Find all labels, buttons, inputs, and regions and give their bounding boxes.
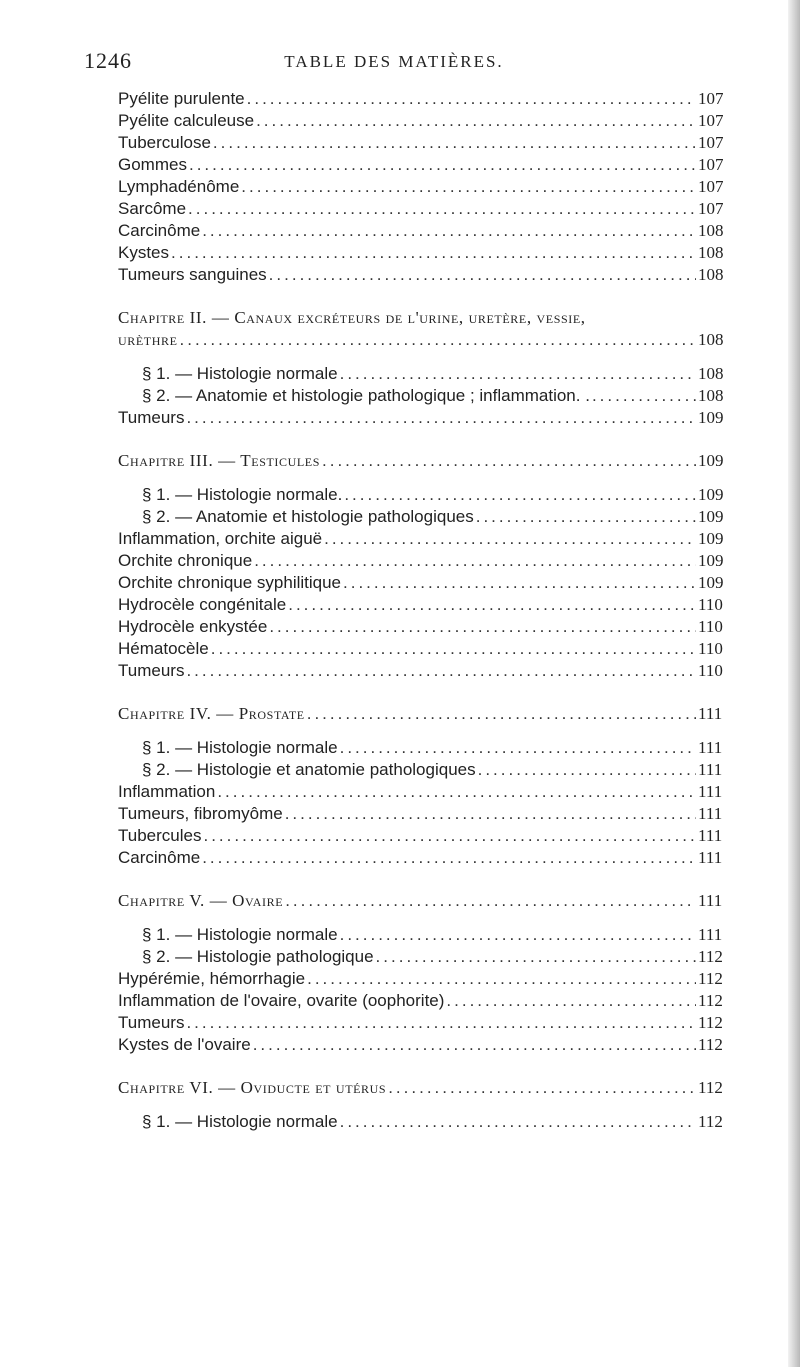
dot-leader xyxy=(307,968,696,990)
toc-page-number: 111 xyxy=(698,891,723,910)
page-header xyxy=(84,48,704,78)
toc-entry-text: Kystes xyxy=(118,243,170,262)
toc-entry-text: Pyélite purulente xyxy=(118,89,245,108)
toc-section xyxy=(118,385,736,407)
toc-page-number: 111 xyxy=(698,804,723,823)
toc-entry-text: Tumeurs sanguines xyxy=(118,265,267,284)
toc-item xyxy=(118,968,736,990)
dot-leader xyxy=(180,329,696,351)
toc-page-number: 111 xyxy=(698,704,723,723)
dot-leader xyxy=(188,198,696,220)
toc-page-number: 111 xyxy=(698,848,723,867)
dot-leader xyxy=(288,594,696,616)
toc-entry-text: § 2. — Histologie et anatomie pathologiques xyxy=(142,760,476,779)
toc-item xyxy=(118,242,736,264)
toc-item xyxy=(118,528,736,550)
toc-page-number: 109 xyxy=(698,451,724,470)
dot-leader xyxy=(476,506,696,528)
toc-page-number: 110 xyxy=(698,617,723,636)
toc-page-number: 108 xyxy=(698,330,724,349)
toc-page-number: 107 xyxy=(698,111,724,130)
dot-leader xyxy=(186,1012,696,1034)
toc-item xyxy=(118,660,736,682)
dot-leader xyxy=(211,638,696,660)
toc-section xyxy=(118,759,736,781)
toc-entry-text: § 2. — Histologie pathologique xyxy=(142,947,374,966)
toc-item xyxy=(118,407,736,429)
dot-leader xyxy=(241,176,696,198)
toc-page-number: 109 xyxy=(698,573,724,592)
toc-entry-text: § 1. — Histologie normale xyxy=(142,738,338,757)
toc-item xyxy=(118,594,736,616)
dot-leader xyxy=(186,660,696,682)
toc-item xyxy=(118,616,736,638)
dot-leader xyxy=(202,847,696,869)
toc-section xyxy=(118,1111,736,1133)
dot-leader xyxy=(478,759,696,781)
toc-page-number: 111 xyxy=(698,782,723,801)
dot-leader xyxy=(307,703,696,725)
toc-chapter xyxy=(118,703,736,725)
dot-leader xyxy=(247,88,696,110)
toc-chapter xyxy=(118,307,736,329)
toc-item xyxy=(118,220,736,242)
toc-entry-text: Chapitre V. — Ovaire xyxy=(118,891,284,910)
toc-page-number: 109 xyxy=(698,507,724,526)
toc-chapter-continuation xyxy=(118,329,736,351)
toc-item xyxy=(118,781,736,803)
dot-leader xyxy=(186,407,696,429)
dot-leader xyxy=(269,616,696,638)
dot-leader xyxy=(189,154,696,176)
dot-leader xyxy=(592,385,696,407)
toc-section xyxy=(118,363,736,385)
toc-page-number: 112 xyxy=(698,1078,723,1097)
toc-entry-text: Inflammation xyxy=(118,782,216,801)
toc-entry-text: Hydrocèle congénitale xyxy=(118,595,287,614)
page-number: 1246 xyxy=(84,48,132,73)
toc-entry-text: Sarcôme xyxy=(118,199,187,218)
toc-entry-text: Tubercules xyxy=(118,826,202,845)
toc-entry-text: Gommes xyxy=(118,155,187,174)
dot-leader xyxy=(344,484,696,506)
toc-item xyxy=(118,198,736,220)
toc-item xyxy=(118,550,736,572)
toc-entry-text: Hydrocèle enkystée xyxy=(118,617,268,636)
toc-page-number: 107 xyxy=(698,133,724,152)
toc-item xyxy=(118,110,736,132)
dot-leader xyxy=(285,803,696,825)
toc-page-number: 111 xyxy=(698,738,723,757)
toc-page-number: 108 xyxy=(698,364,724,383)
toc-entry-text: Lymphadénôme xyxy=(118,177,240,196)
toc-page-number: 111 xyxy=(698,925,723,944)
toc-item xyxy=(118,88,736,110)
dot-leader xyxy=(340,363,696,385)
toc-page-number: 110 xyxy=(698,661,723,680)
toc-page-number: 112 xyxy=(698,1112,723,1131)
toc-entry-text: § 1. — Histologie normale xyxy=(142,925,338,944)
toc-entry-text: urèthre xyxy=(118,330,178,349)
toc-page-number: 112 xyxy=(698,969,723,988)
toc-item xyxy=(118,847,736,869)
toc-item xyxy=(118,176,736,198)
toc-page-number: 108 xyxy=(698,221,724,240)
dot-leader xyxy=(213,132,696,154)
dot-leader xyxy=(217,781,696,803)
dot-leader xyxy=(324,528,696,550)
dot-leader xyxy=(171,242,696,264)
toc-entry-text: § 1. — Histologie normale xyxy=(142,1112,338,1131)
toc-entry-text: Orchite chronique syphilitique xyxy=(118,573,342,592)
toc-page-number: 108 xyxy=(698,386,724,405)
dot-leader xyxy=(285,890,696,912)
toc-chapter xyxy=(118,450,736,472)
toc-entry-text: Hypérémie, hémorrhagie xyxy=(118,969,306,988)
toc-entry-text: Pyélite calculeuse xyxy=(118,111,255,130)
toc-entry-text: Carcinôme xyxy=(118,221,201,240)
dot-leader xyxy=(253,1034,696,1056)
toc-page-number: 108 xyxy=(698,265,724,284)
toc-section xyxy=(118,924,736,946)
toc-item xyxy=(118,1034,736,1056)
dot-leader xyxy=(269,264,696,286)
toc-page-number: 108 xyxy=(698,243,724,262)
toc-entry-text: § 2. — Anatomie et histologie pathologique ; inflammation. . xyxy=(142,386,590,405)
dot-leader xyxy=(340,737,696,759)
toc-entry-text: Tumeurs xyxy=(118,408,185,427)
toc-item xyxy=(118,638,736,660)
dot-leader xyxy=(256,110,696,132)
toc-entry-text: Chapitre III. — Testicules xyxy=(118,451,320,470)
toc-item xyxy=(118,825,736,847)
toc-page-number: 109 xyxy=(698,529,724,548)
toc-section xyxy=(118,506,736,528)
toc-entry-text: Tumeurs xyxy=(118,661,185,680)
table-of-contents xyxy=(118,88,736,1133)
toc-page-number: 112 xyxy=(698,991,723,1010)
toc-page-number: 112 xyxy=(698,1013,723,1032)
toc-entry-text: Hématocèle xyxy=(118,639,209,658)
dot-leader xyxy=(254,550,696,572)
running-title: TABLE DES MATIÈRES. xyxy=(284,52,504,71)
toc-section xyxy=(118,484,736,506)
toc-item xyxy=(118,1012,736,1034)
toc-page-number: 111 xyxy=(698,760,723,779)
toc-entry-text: § 2. — Anatomie et histologie pathologiques xyxy=(142,507,474,526)
toc-item xyxy=(118,572,736,594)
toc-entry-text: Inflammation, orchite aiguë xyxy=(118,529,323,548)
toc-page-number: 110 xyxy=(698,639,723,658)
toc-entry-text: Inflammation de l'ovaire, ovarite (oophorite) xyxy=(118,991,445,1010)
toc-page-number: 109 xyxy=(698,551,724,570)
toc-item xyxy=(118,264,736,286)
toc-section xyxy=(118,737,736,759)
toc-entry-text: § 1. — Histologie normale xyxy=(142,364,338,383)
toc-page-number: 109 xyxy=(698,408,724,427)
toc-entry-text: Chapitre II. — Canaux excréteurs de l'urine, uretère, vessie, xyxy=(118,308,586,327)
dot-leader xyxy=(322,450,696,472)
toc-entry-text: § 1. — Histologie normale. xyxy=(142,485,343,504)
toc-item xyxy=(118,803,736,825)
toc-entry-text: Kystes de l'ovaire xyxy=(118,1035,251,1054)
toc-entry-text: Chapitre VI. — Oviducte et utérus xyxy=(118,1078,387,1097)
toc-page-number: 109 xyxy=(698,485,724,504)
dot-leader xyxy=(340,1111,696,1133)
toc-page-number: 111 xyxy=(698,826,723,845)
dot-leader xyxy=(376,946,696,968)
toc-page-number: 110 xyxy=(698,595,723,614)
toc-chapter xyxy=(118,890,736,912)
toc-page-number: 107 xyxy=(698,177,724,196)
dot-leader xyxy=(446,990,696,1012)
toc-item xyxy=(118,132,736,154)
page-edge xyxy=(788,0,800,1367)
toc-page-number: 107 xyxy=(698,89,724,108)
toc-entry-text: Tumeurs, fibromyôme xyxy=(118,804,283,823)
toc-section xyxy=(118,946,736,968)
toc-entry-text: Orchite chronique xyxy=(118,551,253,570)
toc-item xyxy=(118,990,736,1012)
toc-page-number: 112 xyxy=(698,947,723,966)
toc-entry-text: Chapitre IV. — Prostate xyxy=(118,704,305,723)
dot-leader xyxy=(343,572,696,594)
toc-page-number: 107 xyxy=(698,155,724,174)
toc-page-number: 107 xyxy=(698,199,724,218)
toc-chapter xyxy=(118,1077,736,1099)
dot-leader xyxy=(388,1077,696,1099)
toc-entry-text: Tuberculose xyxy=(118,133,211,152)
toc-entry-text: Carcinôme xyxy=(118,848,201,867)
dot-leader xyxy=(202,220,696,242)
toc-page-number: 112 xyxy=(698,1035,723,1054)
dot-leader xyxy=(203,825,696,847)
dot-leader xyxy=(340,924,696,946)
toc-item xyxy=(118,154,736,176)
toc-entry-text: Tumeurs xyxy=(118,1013,185,1032)
